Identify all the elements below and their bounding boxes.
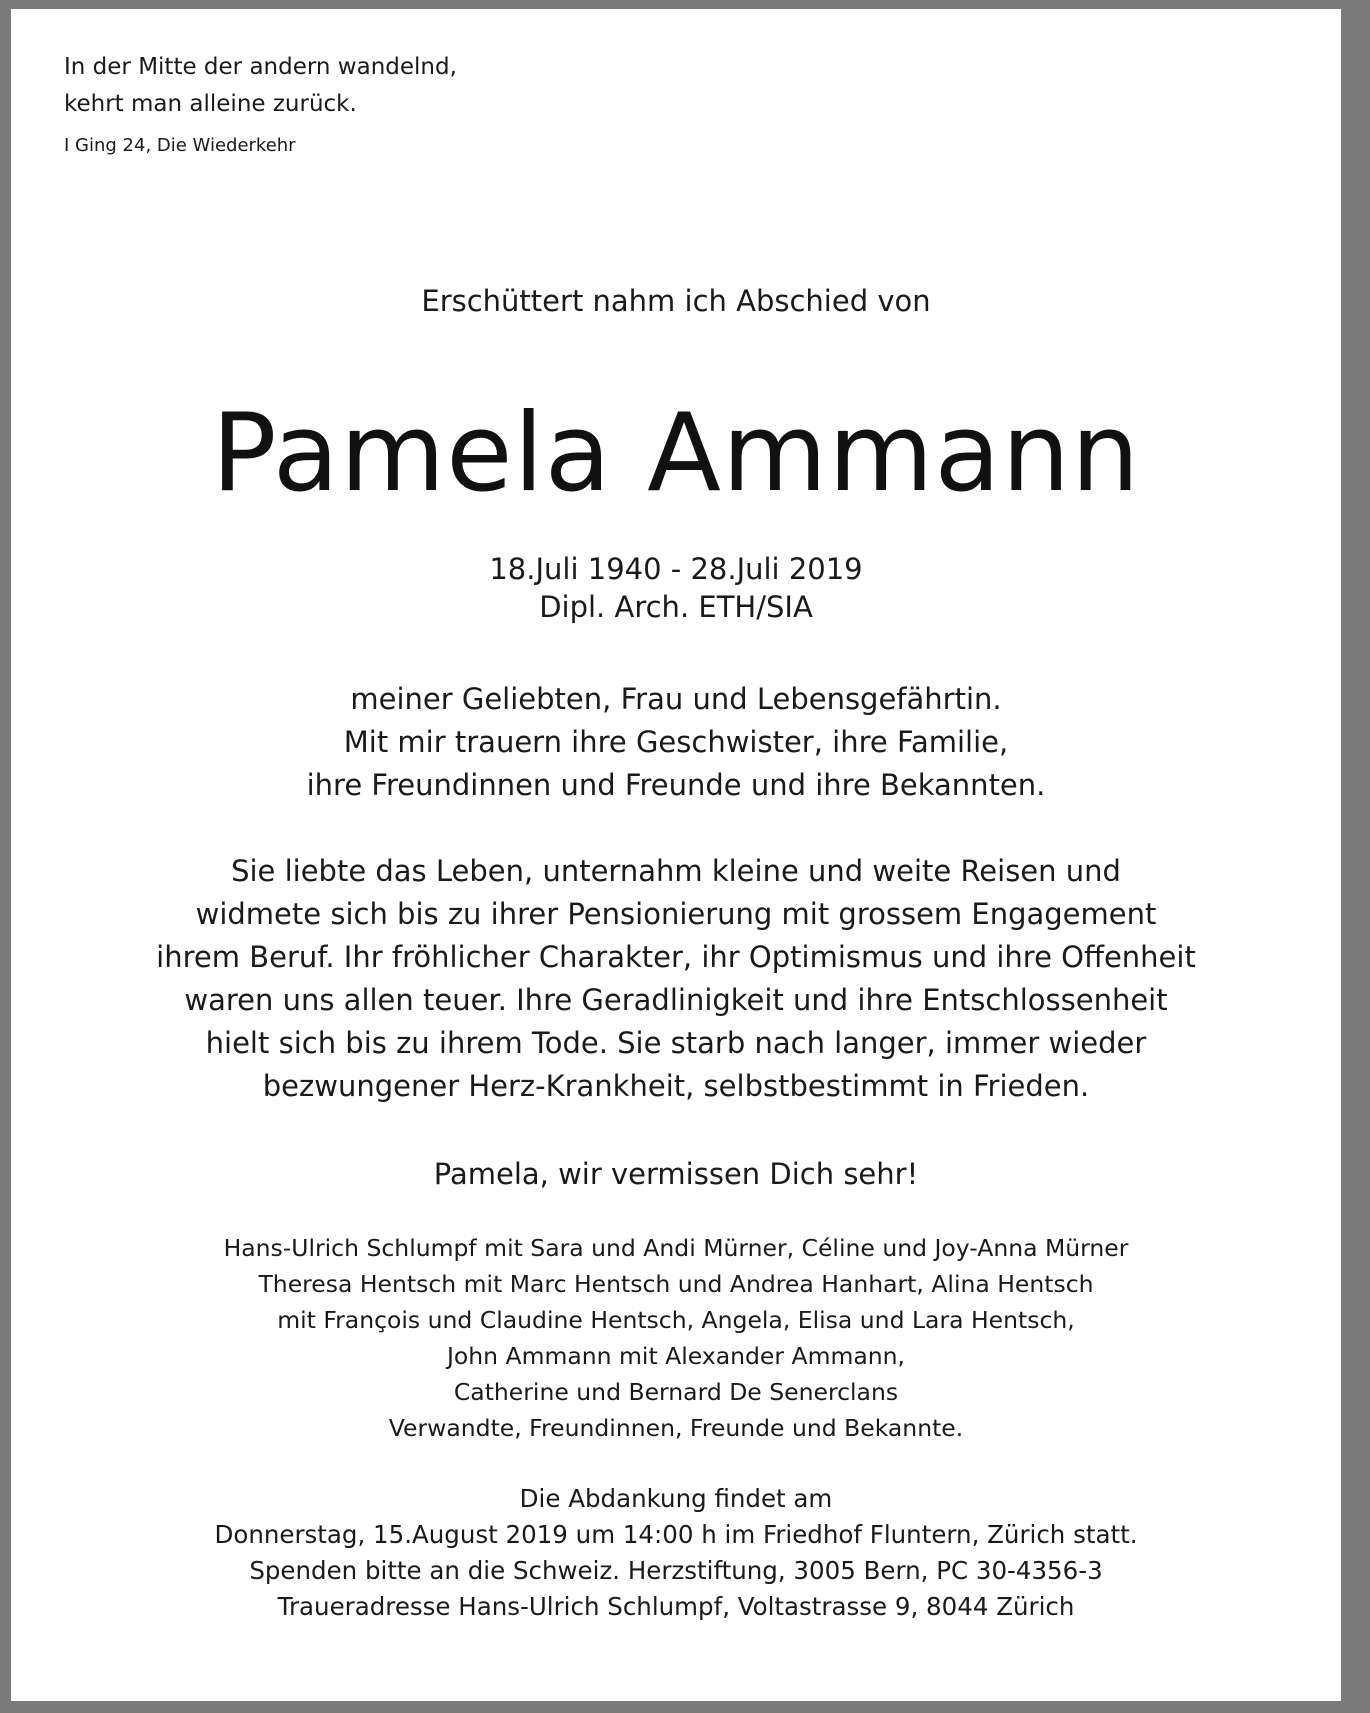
- signatory-line: Theresa Hentsch mit Marc Hentsch und Andrea Hanhart, Alina Hentsch: [258, 1270, 1094, 1298]
- ceremony-details: [11, 1481, 1341, 1625]
- ceremony-line: Die Abdankung findet am: [519, 1484, 833, 1513]
- ceremony-line: Donnerstag, 15.August 2019 um 14:00 h im Friedhof Fluntern, Zürich statt.: [214, 1520, 1138, 1549]
- signatory-line: Verwandte, Freundinnen, Freunde und Bekannte.: [388, 1414, 964, 1442]
- paragraph-line: meiner Geliebten, Frau und Lebensgefährtin.: [350, 682, 1002, 716]
- signatory-line: John Ammann mit Alexander Ammann,: [446, 1342, 906, 1370]
- professional-title: Dipl. Arch. ETH/SIA: [539, 590, 813, 624]
- farewell-line: Pamela, wir vermissen Dich sehr!: [433, 1157, 919, 1191]
- ceremony-line: Spenden bitte an die Schweiz. Herzstiftung, 3005 Bern, PC 30-4356-3: [249, 1556, 1103, 1585]
- paragraph-line: widmete sich bis zu ihrer Pensionierung mit grossem Engagement: [195, 897, 1157, 931]
- paragraph-line: ihrem Beruf. Ihr fröhlicher Charakter, ihr Optimismus und ihre Offenheit: [156, 940, 1196, 974]
- signatories-list: [11, 1230, 1341, 1446]
- signatory-line: mit François und Claudine Hentsch, Angela, Elisa und Lara Hentsch,: [277, 1306, 1075, 1334]
- life-dates: 18.Juli 1940 - 28.Juli 2019: [489, 552, 863, 586]
- paragraph-line: Sie liebte das Leben, unternahm kleine und weite Reisen und: [231, 854, 1121, 888]
- mourners-paragraph: [11, 678, 1341, 807]
- paragraph-line: bezwungener Herz-Krankheit, selbstbestimmt in Frieden.: [262, 1069, 1090, 1103]
- deceased-name: Pamela Ammann: [211, 391, 1141, 516]
- paragraph-line: waren uns allen teuer. Ihre Geradlinigkeit und ihre Entschlossenheit: [184, 983, 1168, 1017]
- ceremony-line: Traueradresse Hans-Ulrich Schlumpf, Voltastrasse 9, 8044 Zürich: [277, 1592, 1075, 1621]
- paragraph-line: ihre Freundinnen und Freunde und ihre Bekannten.: [306, 768, 1046, 802]
- motto-source: I Ging 24, Die Wiederkehr: [64, 135, 296, 156]
- signatory-line: Hans-Ulrich Schlumpf mit Sara und Andi Mürner, Céline und Joy-Anna Mürner: [223, 1234, 1129, 1262]
- intro-text: Erschüttert nahm ich Abschied von: [421, 284, 931, 318]
- motto-line: In der Mitte der andern wandelnd,: [64, 54, 457, 80]
- motto-line: kehrt man alleine zurück.: [64, 91, 357, 117]
- paragraph-line: Mit mir trauern ihre Geschwister, ihre Familie,: [343, 725, 1009, 759]
- motto-quote: [64, 49, 457, 123]
- paragraph-line: hielt sich bis zu ihrem Tode. Sie starb nach langer, immer wieder: [205, 1026, 1147, 1060]
- obituary-page: [11, 9, 1341, 1701]
- biography-paragraph: [11, 850, 1341, 1108]
- signatory-line: Catherine und Bernard De Senerclans: [453, 1378, 899, 1406]
